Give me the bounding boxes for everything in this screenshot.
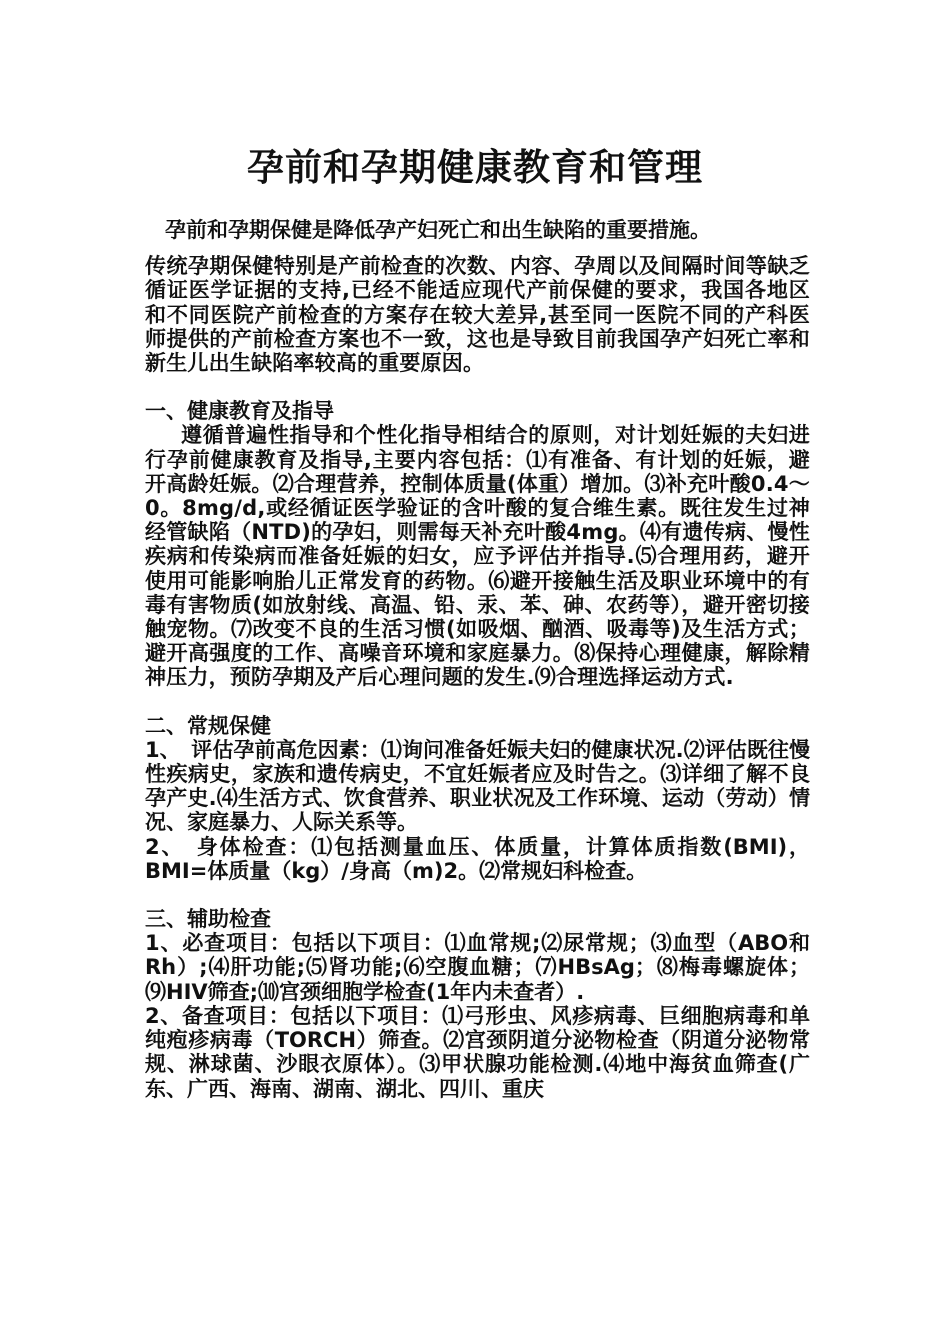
document-body bbox=[145, 218, 810, 1101]
section-gap bbox=[145, 375, 810, 399]
section-gap bbox=[145, 883, 810, 907]
routine-care-item-1: 1、 评估孕前高危因素：⑴询问准备妊娠夫妇的健康状况.⑵评估既往慢性疾病史，家族和遗传病史，不宜妊娠者应及时告之。⑶详细了解不良孕产史.⑷生活方式、饮食营养、职业状况及工作环境、运动（劳动）情况、家庭暴力、人际关系等。 bbox=[145, 737, 810, 835]
health-education-paragraph: 遵循普遍性指导和个性化指导相结合的原则，对计划妊娠的夫妇进行孕前健康教育及指导,主要内容包括：⑴有准备、有计划的妊娠，避开高龄妊娠。⑵合理营养，控制体质量(体重）增加。⑶补充叶酸0.4～0。8mg/d,或经循证医学验证的含叶酸的复合维生素。既往发生过神经管缺陷（NTD)的孕妇，则需每天补充叶酸4mg。⑷有遗传病、慢性疾病和传染病而准备妊娠的妇女，应予评估并指导.⑸合理用药，避开使用可能影响胎儿正常发育的药物。⑹避开接触生活及职业环境中的有毒有害物质(如放射线、高温、铅、汞、苯、砷、农药等），避开密切接触宠物。⑺改变不良的生活习惯(如吸烟、酗酒、吸毒等)及生活方式；避开高强度的工作、高噪音环境和家庭暴力。⑻保持心理健康，解除精神压力，预防孕期及产后心理问题的发生.⑼合理选择运动方式. bbox=[145, 423, 810, 690]
auxiliary-exams-item-2: 2、备查项目：包括以下项目：⑴弓形虫、风疹病毒、巨细胞病毒和单纯疱疹病毒（TORCH）筛查。⑵宫颈阴道分泌物检查（阴道分泌物常规、淋球菌、沙眼衣原体）。⑶甲状腺功能检测.⑷地中海贫血筛查(广东、广西、海南、湖南、湖北、四川、重庆 bbox=[145, 1003, 810, 1101]
section-gap bbox=[145, 690, 810, 714]
lead-sentence: 孕前和孕期保健是降低孕产妇死亡和出生缺陷的重要措施。 bbox=[165, 218, 711, 242]
section-heading-auxiliary-exams: 三、辅助检查 bbox=[145, 907, 271, 932]
section-heading-routine-care: 二、常规保健 bbox=[145, 713, 271, 738]
auxiliary-exams-item-1: 1、必查项目：包括以下项目：⑴血常规;⑵尿常规；⑶血型（ABO和Rh）;⑷肝功能;⑸肾功能;⑹空腹血糖；⑺HBsAg；⑻梅毒螺旋体；⑼HIV筛查;⑽宫颈细胞学检查(1年内未查者）. bbox=[145, 931, 810, 1004]
document-title: 孕前和孕期健康教育和管理 bbox=[247, 146, 703, 189]
section-heading-health-education: 一、健康教育及指导 bbox=[145, 399, 334, 424]
intro-paragraph: 传统孕期保健特别是产前检查的次数、内容、孕周以及间隔时间等缺乏循证医学证据的支持,已经不能适应现代产前保健的要求，我国各地区和不同医院产前检查的方案存在较大差异,甚至同一医院不同的产科医师提供的产前检查方案也不一致，这也是导致目前我国孕产妇死亡率和新生儿出生缺陷率较高的重要原因。 bbox=[145, 254, 810, 376]
routine-care-item-2: 2、 身体检查：⑴包括测量血压、体质量，计算体质指数(BMI)，BMI=体质量（kg）/身高（m)2。⑵常规妇科检查。 bbox=[145, 834, 810, 883]
